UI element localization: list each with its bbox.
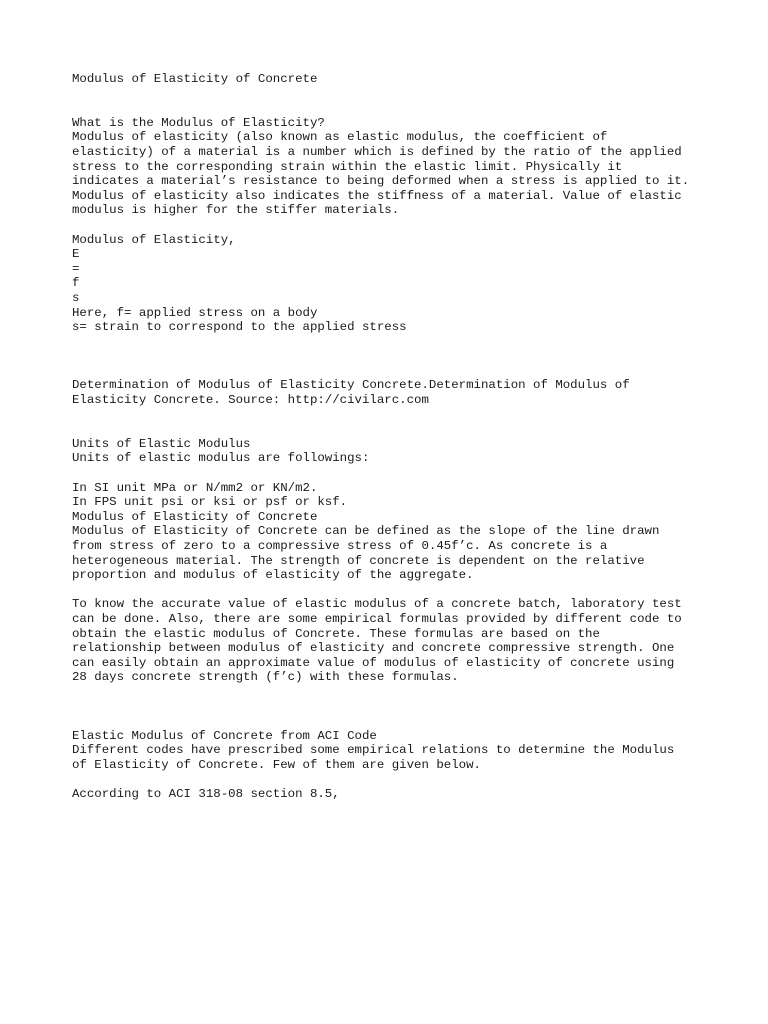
paragraph-line: can be done. Also, there are some empirical formulas provided by different code to: [72, 611, 682, 626]
aci-reference: According to ACI 318-08 section 8.5,: [72, 787, 340, 802]
section-what-is-modulus: [72, 116, 712, 218]
paragraph-line: can easily obtain an approximate value of modulus of elasticity of concrete using: [72, 655, 675, 670]
document-title: Modulus of Elasticity of Concrete: [72, 72, 318, 86]
paragraph-line: from stress of zero to a compressive stress of 0.45f’c. As concrete is a: [72, 539, 608, 554]
caption-line: Determination of Modulus of Elasticity Concrete.Determination of Modulus of: [72, 378, 630, 393]
spacer: [72, 87, 712, 116]
paragraph-line: relationship between modulus of elasticity and concrete compressive strength. One: [72, 641, 675, 656]
spacer: [72, 685, 712, 729]
paragraph-line: indicates a material’s resistance to being deformed when a stress is applied to it.: [72, 174, 690, 189]
paragraph-line: To know the accurate value of elastic modulus of a concrete batch, laboratory test: [72, 597, 682, 612]
section-heading: Units of Elastic Modulus: [72, 436, 251, 451]
formula-token: =: [72, 261, 80, 276]
paragraph-line: heterogeneous material. The strength of concrete is dependent on the relative: [72, 553, 645, 568]
formula-token: E: [72, 247, 80, 262]
spacer: [72, 408, 712, 437]
paragraph-line: proportion and modulus of elasticity of the aggregate.: [72, 568, 474, 583]
caption-line: Elasticity Concrete. Source: http://civilarc.com: [72, 393, 429, 408]
formula-block: [72, 233, 712, 335]
paragraph-line: of Elasticity of Concrete. Few of them are given below.: [72, 757, 481, 772]
section-units: [72, 437, 712, 510]
section-concrete-modulus: [72, 510, 712, 685]
figure-caption: [72, 378, 712, 407]
unit-item: In FPS unit psi or ksi or psf or ksf.: [72, 495, 348, 510]
formula-token: s: [72, 290, 80, 305]
spacer: [72, 773, 712, 788]
paragraph-line: Different codes have prescribed some empirical relations to determine the Modulus: [72, 743, 675, 758]
section-heading: Modulus of Elasticity of Concrete: [72, 509, 318, 524]
spacer: [72, 583, 712, 598]
formula-where-line: Here, f= applied stress on a body: [72, 305, 318, 320]
section-heading: What is the Modulus of Elasticity?: [72, 115, 325, 130]
unit-item: In SI unit MPa or N/mm2 or KN/m2.: [72, 480, 318, 495]
spacer: [72, 218, 712, 233]
paragraph-line: modulus is higher for the stiffer materials.: [72, 203, 400, 218]
paragraph-line: Modulus of elasticity (also known as elastic modulus, the coefficient of: [72, 130, 608, 145]
document-page: [72, 72, 712, 802]
formula-where-line: s= strain to correspond to the applied stress: [72, 320, 407, 335]
paragraph-line: obtain the elastic modulus of Concrete. These formulas are based on the: [72, 626, 600, 641]
paragraph-line: Units of elastic modulus are followings:: [72, 451, 370, 466]
paragraph-line: Modulus of elasticity also indicates the stiffness of a material. Value of elastic: [72, 188, 682, 203]
section-aci-code: [72, 729, 712, 802]
spacer: [72, 335, 712, 379]
paragraph-line: Modulus of Elasticity of Concrete can be defined as the slope of the line drawn: [72, 524, 660, 539]
spacer: [72, 466, 712, 481]
formula-label: Modulus of Elasticity,: [72, 232, 236, 247]
paragraph-line: 28 days concrete strength (f’c) with these formulas.: [72, 670, 459, 685]
paragraph-line: stress to the corresponding strain within the elastic limit. Physically it: [72, 159, 623, 174]
formula-token: f: [72, 276, 80, 291]
paragraph-line: elasticity) of a material is a number which is defined by the ratio of the applied: [72, 144, 682, 159]
section-heading: Elastic Modulus of Concrete from ACI Code: [72, 728, 377, 743]
